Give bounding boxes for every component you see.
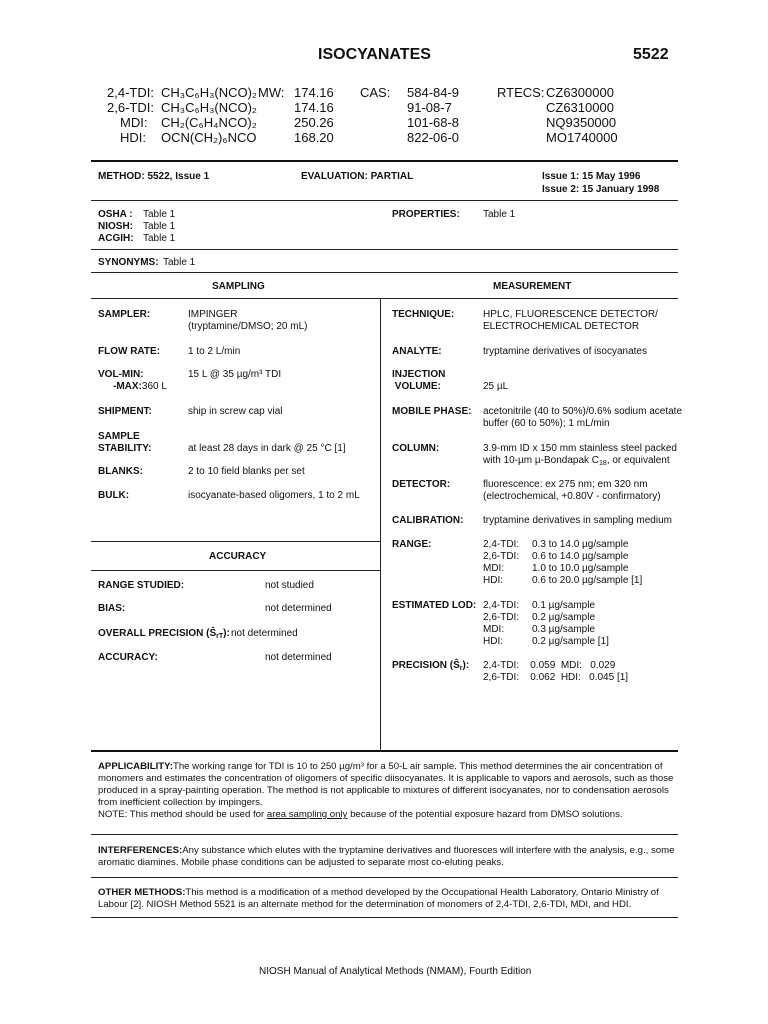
accuracy-value: not determined (265, 652, 332, 663)
sampler-value: IMPINGER (188, 309, 238, 320)
range-studied-value: not studied (265, 580, 314, 591)
stability-value: at least 28 days in dark @ 25 °C [1] (188, 443, 346, 454)
acgih-value: Table 1 (143, 233, 176, 244)
column-value-2: with 10-µm µ-Bondapak $C_{18}$, or equivalent (483, 455, 670, 467)
mobile-phase-value-2: buffer (60 to 50%); 1 mL/min (483, 418, 610, 429)
analyte-label: ANALYTE: (392, 346, 442, 357)
divider (91, 877, 678, 878)
compound-name: 2,4-TDI: (107, 85, 154, 100)
accuracy-label: ACCURACY: (98, 652, 158, 663)
analyte-value: tryptamine derivatives of isocyanates (483, 346, 647, 357)
range-compound: MDI: (483, 563, 505, 574)
range-label: RANGE: (392, 539, 432, 550)
compound-cas: 101-68-8 (407, 115, 460, 130)
shipment-label: SHIPMENT: (98, 406, 152, 417)
other-methods-label: OTHER METHODS: (98, 887, 186, 898)
sampling-heading: SAMPLING (212, 281, 265, 292)
compound-formula: CH₂(C₆H₄NCO)₂ (161, 115, 257, 130)
overall-precision-label: OVERALL PRECISION $(Ŝ_{rT})$: (98, 628, 230, 640)
range-value: 1.0 to 10.0 µg/sample (532, 563, 629, 574)
column-label: COLUMN: (392, 443, 440, 454)
shipment-value: ship in screw cap vial (188, 406, 283, 417)
osha-value: Table 1 (143, 209, 176, 220)
precision-label: PRECISION $(Ŝ_r)$: (392, 660, 470, 672)
blanks-value: 2 to 10 field blanks per set (188, 466, 305, 477)
detector-value-2: (electrochemical, +0.80V - confirmatory) (483, 491, 661, 502)
mobile-phase-value: acetonitrile (40 to 50%)/0.6% sodium acetate (483, 406, 682, 417)
footer-text: NIOSH Manual of Analytical Methods (NMAM), Fourth Edition (259, 966, 532, 977)
range-compound: 2,4-TDI: (483, 539, 520, 550)
range-value: 0.3 to 14.0 µg/sample (532, 539, 629, 550)
detector-label: DETECTOR: (392, 479, 451, 490)
synonyms-value: Table 1 (163, 257, 196, 268)
lod-compound: HDI: (483, 636, 503, 647)
evaluation: EVALUATION: PARTIAL (301, 171, 414, 182)
divider (91, 917, 678, 918)
range-compound: HDI: (483, 575, 503, 586)
interferences-section (98, 845, 683, 869)
technique-value-2: ELECTROCHEMICAL DETECTOR (483, 321, 640, 332)
synonyms-label: SYNONYMS: (98, 257, 159, 268)
compound-mw: 250.26 (294, 115, 334, 130)
properties-label: PROPERTIES: (392, 209, 460, 220)
applicability-text: The working range for TDI is 10 to 250 µg/m³ for a 50-L air sample. This method determines the air concentration of monomers and estimates the concentration of oligomers of specific diisocyanates. It is applicable to vapors and aerosols, such as those produced in a spray-painting operation. The method is not applicable to mixtures of different isocyanates, nor to condensation aerosols from inefficient collection by impingers. (98, 761, 674, 808)
acgih-label: ACGIH: (98, 233, 134, 244)
compound-formula: CH₃C₆H₃(NCO)₂ (161, 100, 257, 115)
calibration-label: CALIBRATION: (392, 515, 464, 526)
issue-2-date: Issue 2: 15 January 1998 (542, 184, 660, 195)
method-issue: METHOD: 5522, Issue 1 (98, 171, 210, 182)
flow-rate-label: FLOW RATE: (98, 346, 161, 357)
precision-row: 2,6-TDI: 0.062 HDI: 0.045 [1] (483, 672, 629, 683)
bulk-label: BULK: (98, 490, 130, 501)
bulk-value: isocyanate-based oligomers, 1 to 2 mL (188, 490, 360, 501)
other-methods-section (98, 887, 683, 911)
range-studied-label: RANGE STUDIED: (98, 580, 185, 591)
compound-name: MDI: (120, 115, 148, 130)
osha-label: OSHA : (98, 209, 133, 220)
other-methods-text: This method is a modification of a method developed by the Occupational Health Laboratory, Ontario Ministry of Labour [2]. NIOSH Method 5521 is an alternate method for the determination of monomers of 2,4-TDI, 2,6-TDI, MDI, and HDI. (98, 887, 659, 910)
lod-value: 0.1 µg/sample (532, 600, 596, 611)
accuracy-heading: ACCURACY (209, 551, 267, 562)
divider (91, 272, 678, 273)
column-divider (380, 298, 381, 750)
overall-precision-value: not determined (231, 628, 298, 639)
compound-name: 2,6-TDI: (107, 100, 154, 115)
calibration-value: tryptamine derivatives in sampling medium (483, 515, 672, 526)
sampler-label: SAMPLER: (98, 309, 151, 320)
detector-value: fluorescence: ex 275 nm; em 320 nm (483, 479, 648, 490)
lod-compound: MDI: (483, 624, 505, 635)
interferences-text: Any substance which elutes with the tryptamine derivatives and fluoresces will interfere with the analysis, e.g., some aromatic diamines. Mobile phase conditions can be adjusted to separate most co-eluting peaks. (98, 845, 675, 868)
range-compound: 2,6-TDI: (483, 551, 520, 562)
lod-value: 0.2 µg/sample [1] (532, 636, 609, 647)
cas-label: CAS: (360, 85, 391, 100)
issue-1-date: Issue 1: 15 May 1996 (542, 171, 641, 182)
compound-cas: 822-06-0 (407, 130, 460, 145)
compound-mw: 174.16 (294, 100, 334, 115)
lod-compound: 2,6-TDI: (483, 612, 520, 623)
compound-cas: 91-08-7 (407, 100, 452, 115)
compound-name: HDI: (120, 130, 146, 145)
sampler-value-detail: (tryptamine/DMSO; 20 mL) (188, 321, 308, 332)
interferences-label: INTERFERENCES: (98, 845, 183, 856)
lod-value: 0.2 µg/sample (532, 612, 596, 623)
compound-rtecs: NQ9350000 (546, 115, 617, 130)
method-number: 5522 (633, 46, 669, 63)
injection-label: INJECTION (392, 369, 446, 380)
applicability-label: APPLICABILITY: (98, 761, 173, 772)
compound-cas: 584-84-9 (407, 85, 460, 100)
precision-row: 2,4-TDI: 0.059 MDI: 0.029 (483, 660, 616, 671)
bias-label: BIAS: (98, 603, 126, 614)
vol-max-label: -MAX: (113, 381, 142, 392)
injection-value: 25 µL (483, 381, 509, 392)
divider (91, 200, 678, 201)
lod-compound: 2,4-TDI: (483, 600, 520, 611)
niosh-label: NIOSH: (98, 221, 133, 232)
stability-label: SAMPLE (98, 431, 140, 442)
column-value: 3.9-mm ID x 150 mm stainless steel packed (483, 443, 677, 454)
stability-label-2: STABILITY: (98, 443, 152, 454)
technique-value: HPLC, FLUORESCENCE DETECTOR/ (483, 309, 658, 320)
blanks-label: BLANKS: (98, 466, 143, 477)
lod-value: 0.3 µg/sample (532, 624, 596, 635)
range-value: 0.6 to 20.0 µg/sample [1] (532, 575, 643, 586)
injection-label-2: VOLUME: (392, 381, 441, 392)
divider (91, 750, 678, 752)
vol-max-value: 360 L (141, 381, 167, 392)
flow-rate-value: 1 to 2 L/min (188, 346, 241, 357)
applicability-section: APPLICABILITY:The working range for TDI is 10 to 250 µg/m³ for a 50-L air sample. This method determines the air concentration of monomers and estimates the concentration of oligomers of specific diisocyanates. It is applicable to vapors and aerosols, such as those produced in a spray-painting operation. The method is not applicable to mixtures of different isocyanates, nor to condensation aerosols from inefficient collection by impingers. NOTE: This method should be used for area sampling only because of the potential exposure hazard from DMSO solutions. (98, 761, 674, 820)
bias-value: not determined (265, 603, 332, 614)
compound-formula: OCN(CH₂)₆NCO (161, 130, 257, 145)
properties-value: Table 1 (483, 209, 516, 220)
vol-min-label: VOL-MIN: (98, 369, 144, 380)
vol-min-value: 15 L @ 35 µg/m³ TDI (188, 369, 282, 380)
divider (91, 541, 380, 542)
divider (91, 298, 678, 299)
compound-rtecs: CZ6300000 (546, 85, 614, 100)
compound-mw: 168.20 (294, 130, 334, 145)
lod-label: ESTIMATED LOD: (392, 600, 477, 611)
compound-mw: 174.16 (294, 85, 334, 100)
applicability-note-underlined: area sampling only (266, 809, 348, 820)
compound-rtecs: CZ6310000 (546, 100, 614, 115)
technique-label: TECHNIQUE: (392, 309, 455, 320)
divider (91, 570, 380, 571)
vol-max (113, 381, 167, 392)
measurement-heading: MEASUREMENT (493, 281, 572, 292)
divider (91, 834, 678, 835)
divider (91, 160, 678, 162)
range-value: 0.6 to 14.0 µg/sample (532, 551, 629, 562)
rtecs-label: RTECS: (497, 85, 545, 100)
mobile-phase-label: MOBILE PHASE: (392, 406, 472, 417)
divider (91, 249, 678, 250)
page-title: ISOCYANATES (318, 46, 431, 63)
compound-formula: CH₃C₆H₃(NCO)₂ (161, 85, 257, 100)
niosh-value: Table 1 (143, 221, 176, 232)
compound-rtecs: MO1740000 (546, 130, 618, 145)
mw-label: MW: (258, 85, 285, 100)
